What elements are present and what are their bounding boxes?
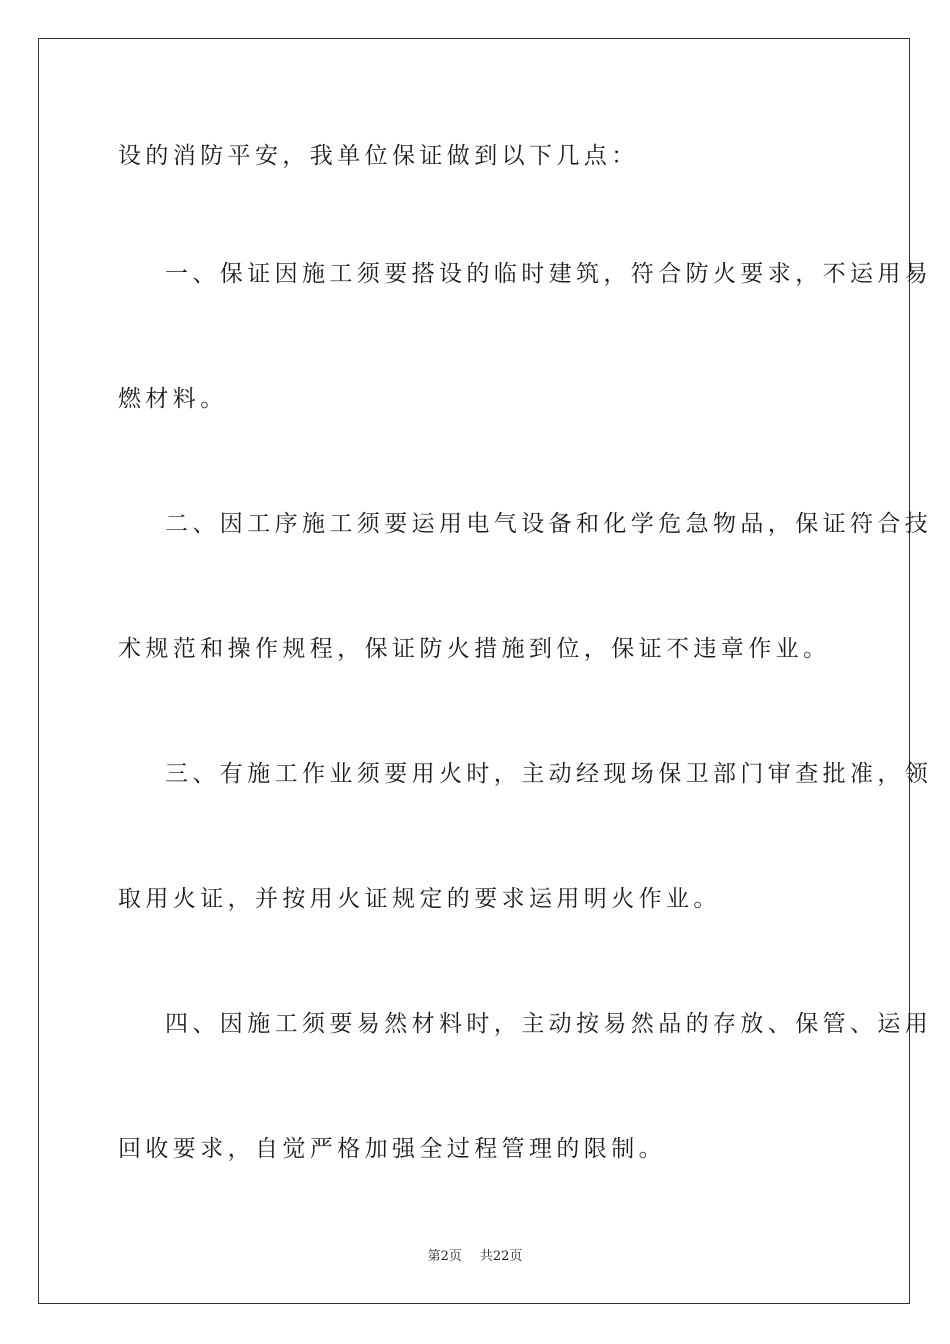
page-border xyxy=(38,38,910,1304)
page-total: 共22页 xyxy=(479,1249,523,1264)
paragraph-intro-line: 设的消防平安，我单位保证做到以下几点： xyxy=(118,143,639,169)
paragraph-4-line-1: 四、因施工须要易然材料时，主动按易然品的存放、保管、运用 xyxy=(165,1011,933,1037)
page-footer xyxy=(0,1245,950,1264)
paragraph-2-line-2: 术规范和操作规程，保证防火措施到位，保证不违章作业。 xyxy=(118,636,831,662)
page-number: 第2页 xyxy=(427,1249,462,1264)
paragraph-3-line-2: 取用火证，并按用火证规定的要求运用明火作业。 xyxy=(118,886,721,912)
paragraph-1-line-1: 一、保证因施工须要搭设的临时建筑，符合防火要求，不运用易 xyxy=(165,261,933,287)
paragraph-4-line-2: 回收要求，自觉严格加强全过程管理的限制。 xyxy=(118,1136,666,1162)
paragraph-3-line-1: 三、有施工作业须要用火时，主动经现场保卫部门审查批准，领 xyxy=(165,761,933,787)
paragraph-2-line-1: 二、因工序施工须要运用电气设备和化学危急物品，保证符合技 xyxy=(165,511,933,537)
paragraph-1-line-2: 燃材料。 xyxy=(118,386,228,412)
